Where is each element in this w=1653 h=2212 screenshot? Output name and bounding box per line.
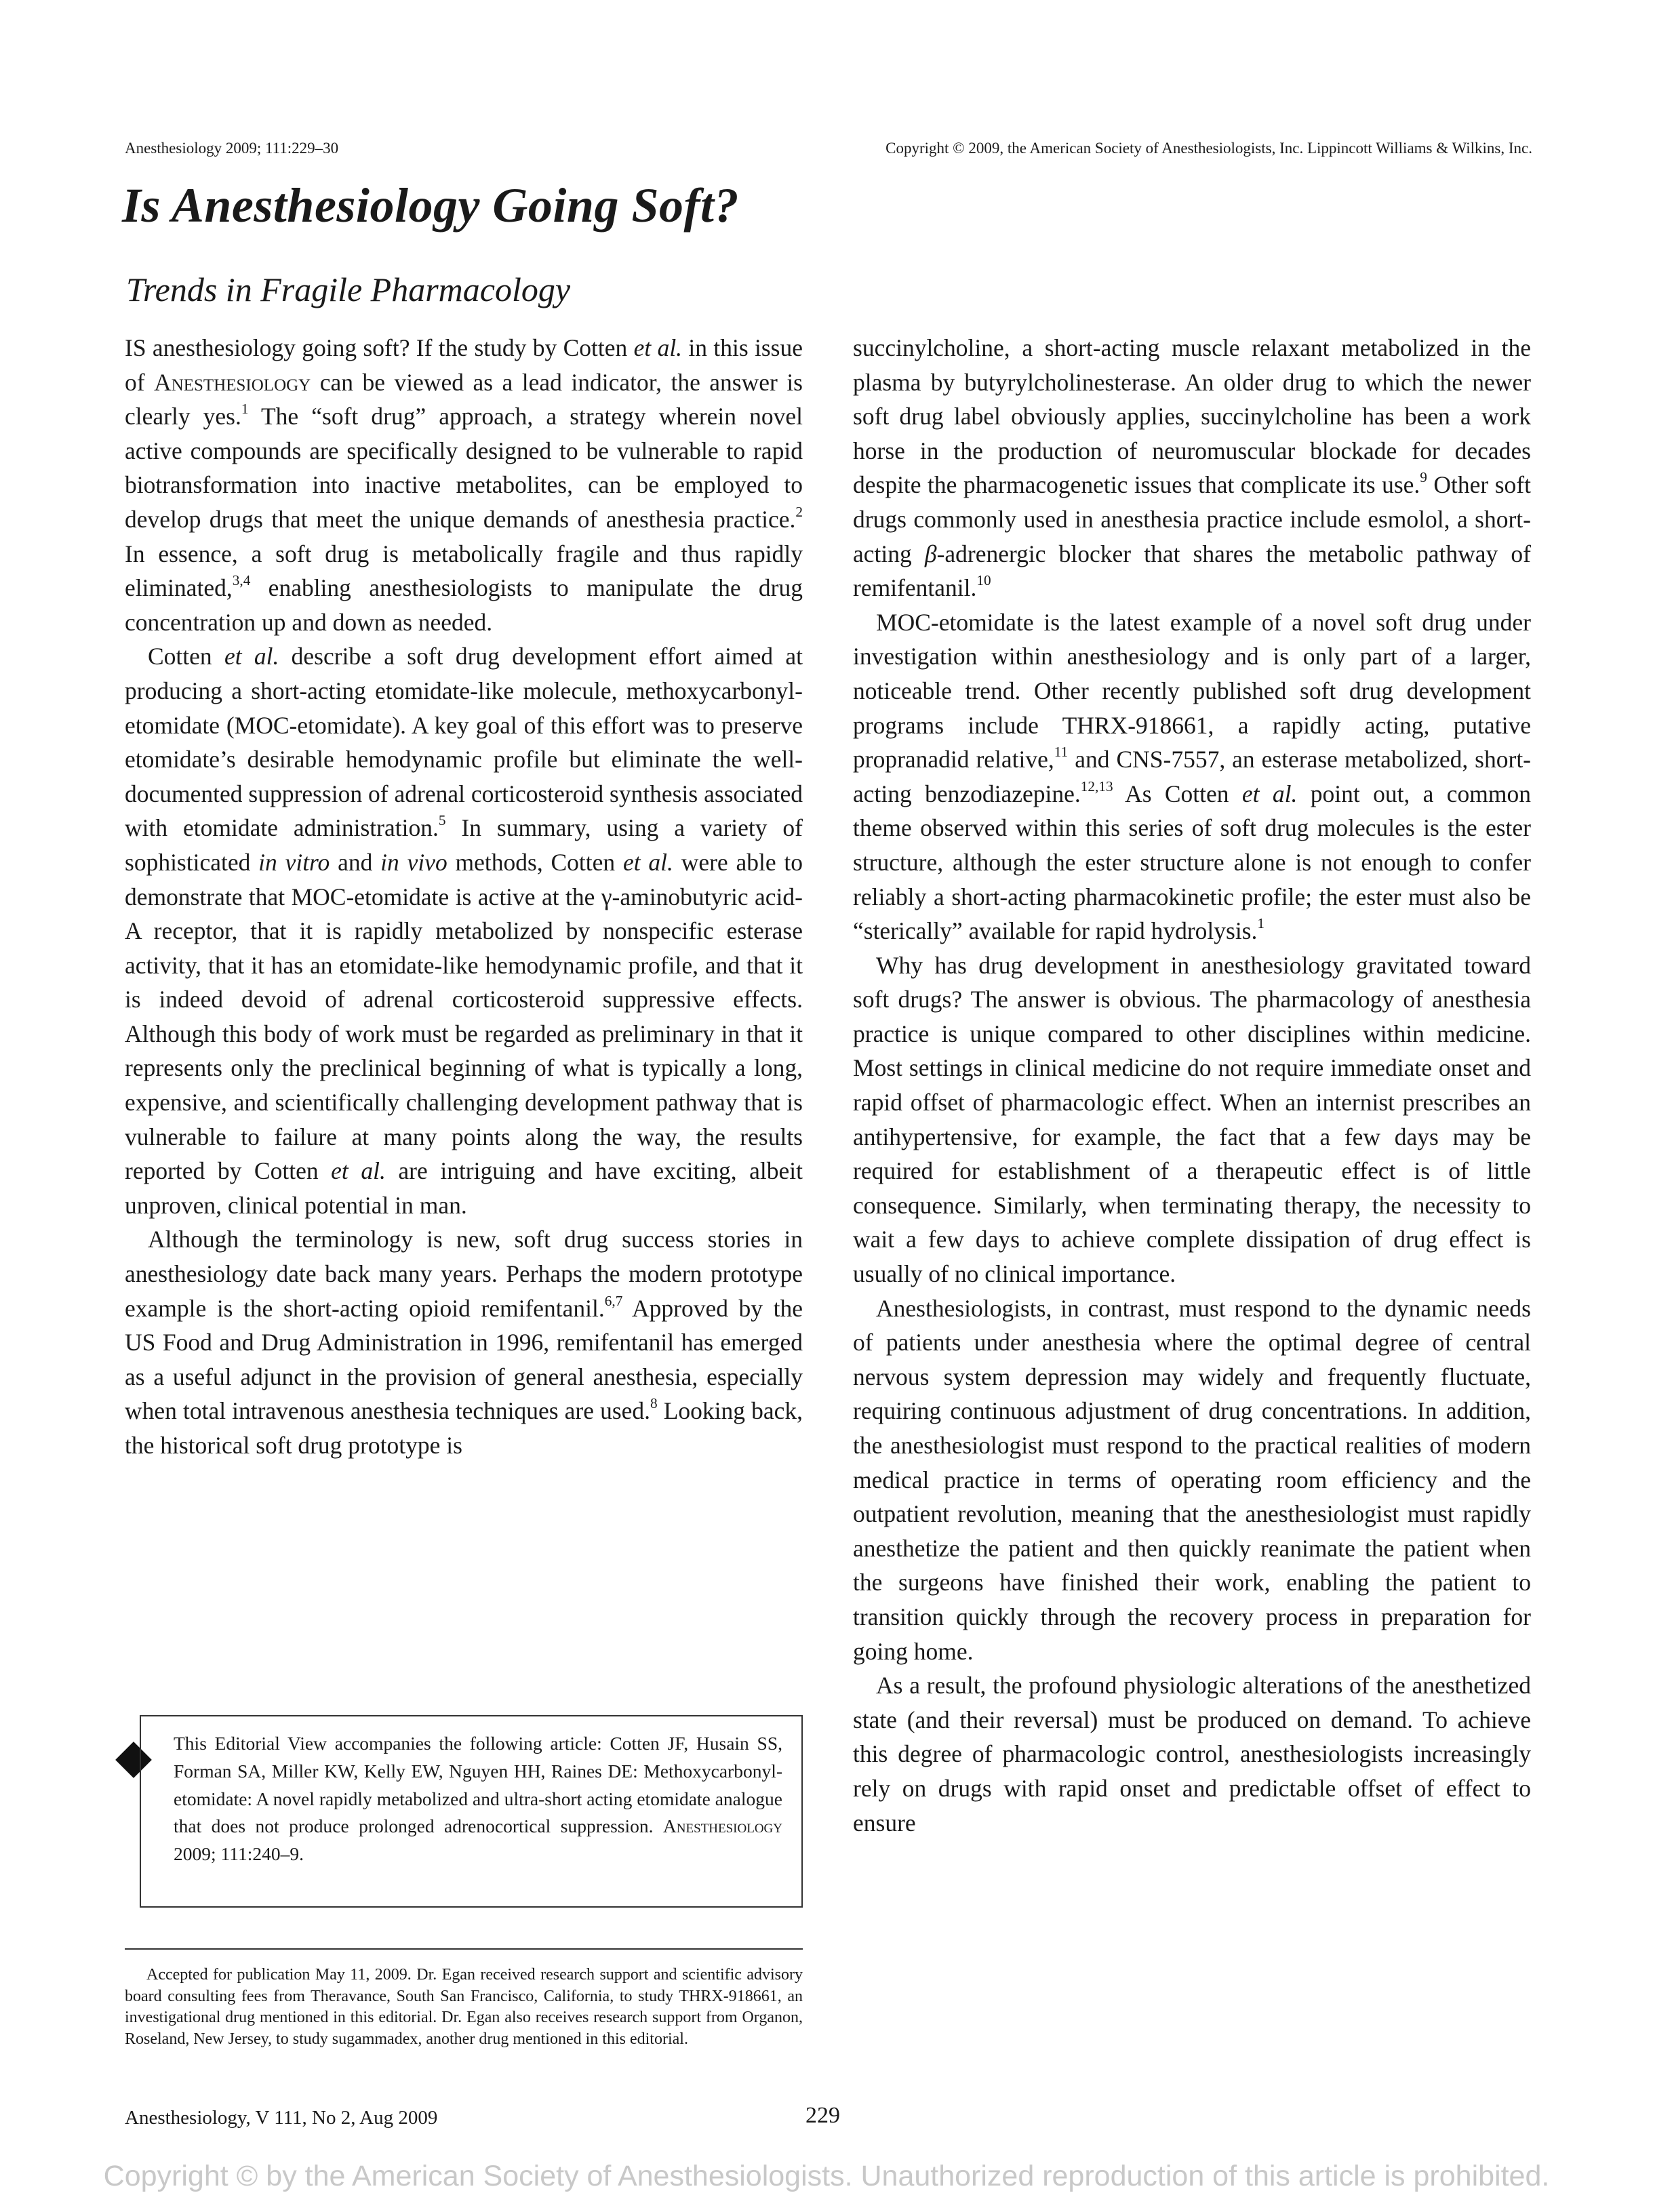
reference-marker: 1 [241,401,249,418]
paragraph: MOC-etomidate is the latest example of a novel soft drug under investigation within anesthesiology and is only part of a larger, noticeable trend. Other recently published soft drug development programs include THRX-918661, a rapidly acting, putative propranadid relative,$^{11}$ and CNS-7557, an esterase metabolized, short-acting benzodiazepine.$^{12,13}$ As Cotten et al. point out, a common theme observed within this series of soft drug molecules is the ester structure, although the ester structure alone is not enough to confer reliably a short-acting pharmacokinetic profile; the ester must also be “sterically” available for rapid hydrolysis.$^1$ [853,608,1532,945]
running-header-copyright: Copyright © 2009, the American Society of Anesthesiologists, Inc. Lippincott Williams & Wilkins, Inc. [885,140,1532,157]
reference-marker: 3,4 [232,572,251,589]
paragraph: Why has drug development in anesthesiology gravitated toward soft drugs? The answer is obvious. The pharmacology of anesthesia practice is unique compared to other disciplines within medicine. Most settings in clinical medicine do not require immediate onset and rapid offset of pharmacologic effect. When an internist prescribes an antihypertensive, for example, the fact that a few days may be required for establishment of a therapeutic effect is of little consequence. Similarly, when terminating therapy, the necessity to wait a few days to achieve complete dissipation of drug effect is usually of no clinical importance. [853,951,1531,1288]
journal-name: Anesthesiology [154,368,311,396]
paragraph: Cotten et al. describe a soft drug development effort aimed at producing a short-acting etomidate-like molecule, methoxycarbonyl-etomidate (MOC-etomidate). A key goal of this effort was to preserve etomidate’s desirable hemodynamic profile but eliminate the well-documented suppression of adrenal corticosteroid synthesis associated with etomidate administration.$^5$ In summary, using a variety of sophisticated in vitro and in vivo methods, Cotten et al. were able to demonstrate that MOC-etomidate is active at the γ-aminobutyric acid-A receptor, that it is rapidly metabolized by nonspecific esterase activity, that it has an etomidate-like hemodynamic profile, and that it is indeed devoid of adrenal corticosteroid suppressive effects. Although this body of work must be regarded as preliminary in that it represents only the preclinical beginning of what is typically a long, expensive, and scientifically challenging development pathway that is vulnerable to failure at many points along the way, the results reported by Cotten et al. are intriguing and have exciting, albeit unproven, clinical potential in man. [125,643,803,1219]
reference-marker: 1 [1257,915,1265,932]
paragraph: Although the terminology is new, soft drug success stories in anesthesiology date back many years. Perhaps the modern prototype example is the short-acting opioid remifentanil.$^{6,7}$ Approved by the US Food and Drug Administration in 1996, remifentanil has emerged as a useful adjunct in the provision of general anesthesia, especially when total intravenous anesthesia techniques are used.$^8$ Looking back, the historical soft drug prototype is [125,1226,803,1459]
reference-marker: 10 [976,572,991,589]
reference-marker: 5 [438,812,446,829]
article-title: Is Anesthesiology Going Soft? [122,178,739,233]
left-column [125,331,803,1463]
right-column [853,331,1531,1840]
footnote-divider [125,1948,803,1950]
journal-name: Anesthesiology [662,1815,782,1837]
editorial-view-note: This Editorial View accompanies the following article: Cotten JF, Husain SS, Forman SA, Miller KW, Kelly EW, Nguyen HH, Raines DE: Methoxycarbonyl-etomidate: A novel rapidly metabolized and ultra-short acting etomidate analogue that does not produce prolonged adrenocortical suppression. Anesthesiology 2009; 111:240–9. [140,1715,803,1908]
paragraph: Anesthesiologists, in contrast, must respond to the dynamic needs of patients under anesthesia where the optimal degree of central nervous system depression may widely and frequently fluctuate, requiring continuous adjustment of drug concentrations. In addition, the anesthesiologist must respond to the practical realities of modern medical practice in terms of operating room efficiency and the outpatient revolution, meaning that the anesthesiologist must rapidly anesthetize the patient and then quickly reanimate the patient when the surgeons have finished their work, enabling the patient to transition quickly through the recovery process in preparation for going home. [853,1294,1531,1665]
running-header-citation: Anesthesiology 2009; 111:229–30 [125,140,339,157]
reference-marker: 6,7 [604,1292,623,1309]
reference-marker: 8 [650,1395,658,1412]
acceptance-footnote: Accepted for publication May 11, 2009. Dr. Egan received research support and scientific advisory board consulting fees from Theravance, South San Francisco, California, to study THRX-918661, an investigational drug mentioned in this editorial. Dr. Egan also receives research support from Organon, Roseland, New Jersey, to study sugammadex, another drug mentioned in this editorial. [125,1966,803,2048]
paragraph: succinylcholine, a short-acting muscle relaxant metabolized in the plasma by butyrylcholinesterase. An older drug to which the newer soft drug label obviously applies, succinylcholine has been a work horse in the production of neuromuscular blockade for decades despite the pharmacogenetic issues that complicate its use.$^9$ Other soft drugs commonly used in anesthesia practice include esmolol, a short-acting β-adrenergic blocker that shares the metabolic pathway of remifentanil.$^{10}$ [853,334,1531,602]
reference-marker: 2 [795,504,803,520]
page-number: 229 [805,2103,840,2128]
copyright-watermark: Copyright © by the American Society of Anesthesiologists. Unauthorized reproduction of this article is prohibited. [103,2160,1550,2192]
footer-journal-issue: Anesthesiology, V 111, No 2, Aug 2009 [125,2107,438,2129]
paragraph: IS anesthesiology going soft? If the study by Cotten et al. in this issue of Anesthesiology can be viewed as a lead indicator, the answer is clearly yes.$^1$ The “soft drug” approach, a strategy wherein novel active compounds are specifically designed to be vulnerable to rapid biotransformation into inactive metabolites, can be employed to develop drugs that meet the unique demands of anesthesia practice.$^2$ In essence, a soft drug is metabolically fragile and thus rapidly eliminated,$^{3,4}$ enabling anesthesiologists to manipulate the drug concentration up and down as needed. [125,334,803,636]
reference-marker: 12,13 [1080,778,1113,795]
paragraph: As a result, the profound physiologic alterations of the anesthetized state (and their reversal) must be produced on demand. To achieve this degree of pharmacologic control, anesthesiologists increasingly rely on drugs with rapid onset and predictable offset of effect to ensure [853,1672,1531,1836]
reference-marker: 9 [1420,469,1427,486]
reference-marker: 11 [1054,744,1069,761]
article-subtitle: Trends in Fragile Pharmacology [126,270,571,308]
